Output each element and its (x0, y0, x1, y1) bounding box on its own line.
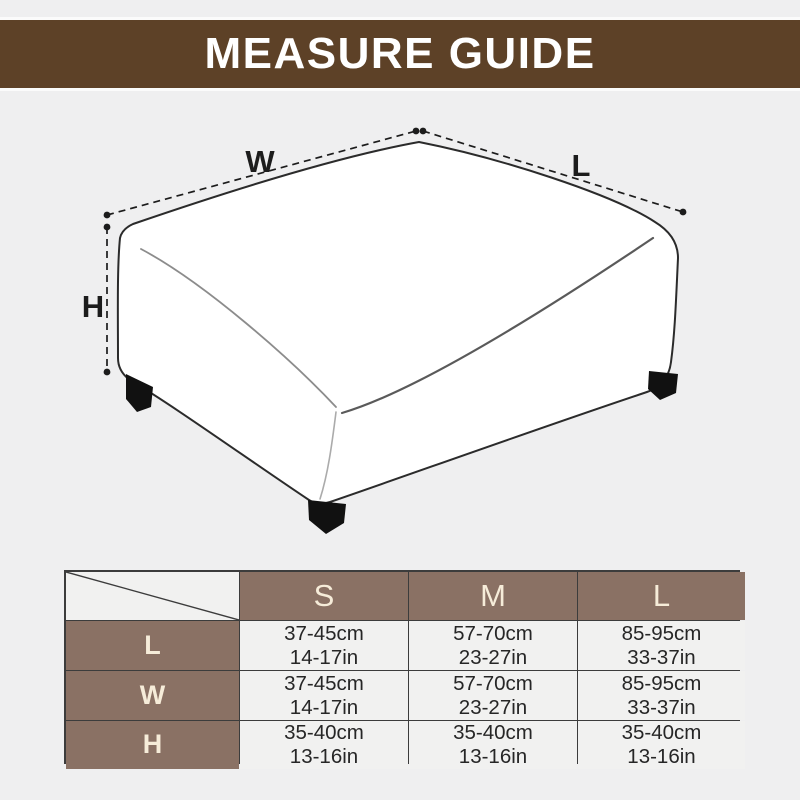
cell-width-s (240, 671, 408, 720)
value-cm: 35-40cm (621, 721, 702, 745)
ottoman-body-outline (118, 142, 678, 504)
col-header-l: L (578, 572, 745, 620)
cell-length-s (240, 621, 408, 670)
col-header-m: M (409, 572, 577, 620)
cell-length-l (578, 621, 745, 670)
row-header-height: H (66, 721, 239, 769)
value-in: 13-16in (627, 745, 696, 768)
height-label: H (81, 289, 105, 324)
leg-right (648, 371, 678, 400)
dim-endpoint (104, 224, 111, 231)
table-corner-cell (66, 572, 239, 620)
value-cm: 57-70cm (453, 671, 533, 695)
width-label: W (245, 144, 275, 179)
row-header-width: W (66, 671, 239, 720)
dim-endpoint (413, 128, 420, 135)
dim-endpoint (680, 209, 687, 216)
value-in: 23-27in (458, 645, 528, 669)
value-in: 23-27in (458, 695, 528, 719)
cell-width-l (578, 671, 745, 720)
dim-endpoint (104, 369, 111, 376)
value-in: 13-16in (458, 745, 528, 768)
cell-height-s (240, 721, 408, 769)
value-cm: 35-40cm (284, 721, 364, 745)
cell-height-m (409, 721, 577, 769)
value-in: 13-16in (289, 745, 359, 768)
dim-endpoint (104, 212, 111, 219)
dim-endpoint (420, 128, 427, 135)
cell-height-l (578, 721, 745, 769)
value-in: 33-37in (627, 695, 696, 719)
value-cm: 85-95cm (621, 621, 702, 645)
value-cm: 37-45cm (284, 621, 364, 645)
row-header-length: L (66, 621, 239, 670)
page-title: MEASURE GUIDE (204, 29, 596, 78)
size-table (64, 570, 740, 768)
value-in: 33-37in (627, 645, 696, 669)
value-cm: 85-95cm (621, 671, 702, 695)
value-in: 14-17in (289, 645, 359, 669)
col-header-s: S (240, 572, 408, 620)
value-cm: 37-45cm (284, 671, 364, 695)
cell-length-m (409, 621, 577, 670)
value-cm: 35-40cm (453, 721, 533, 745)
corner-diagonal-line (66, 572, 239, 620)
cell-width-m (409, 671, 577, 720)
value-cm: 57-70cm (453, 621, 533, 645)
length-label: L (571, 148, 591, 183)
value-in: 14-17in (289, 695, 359, 719)
leg-front (308, 500, 346, 534)
